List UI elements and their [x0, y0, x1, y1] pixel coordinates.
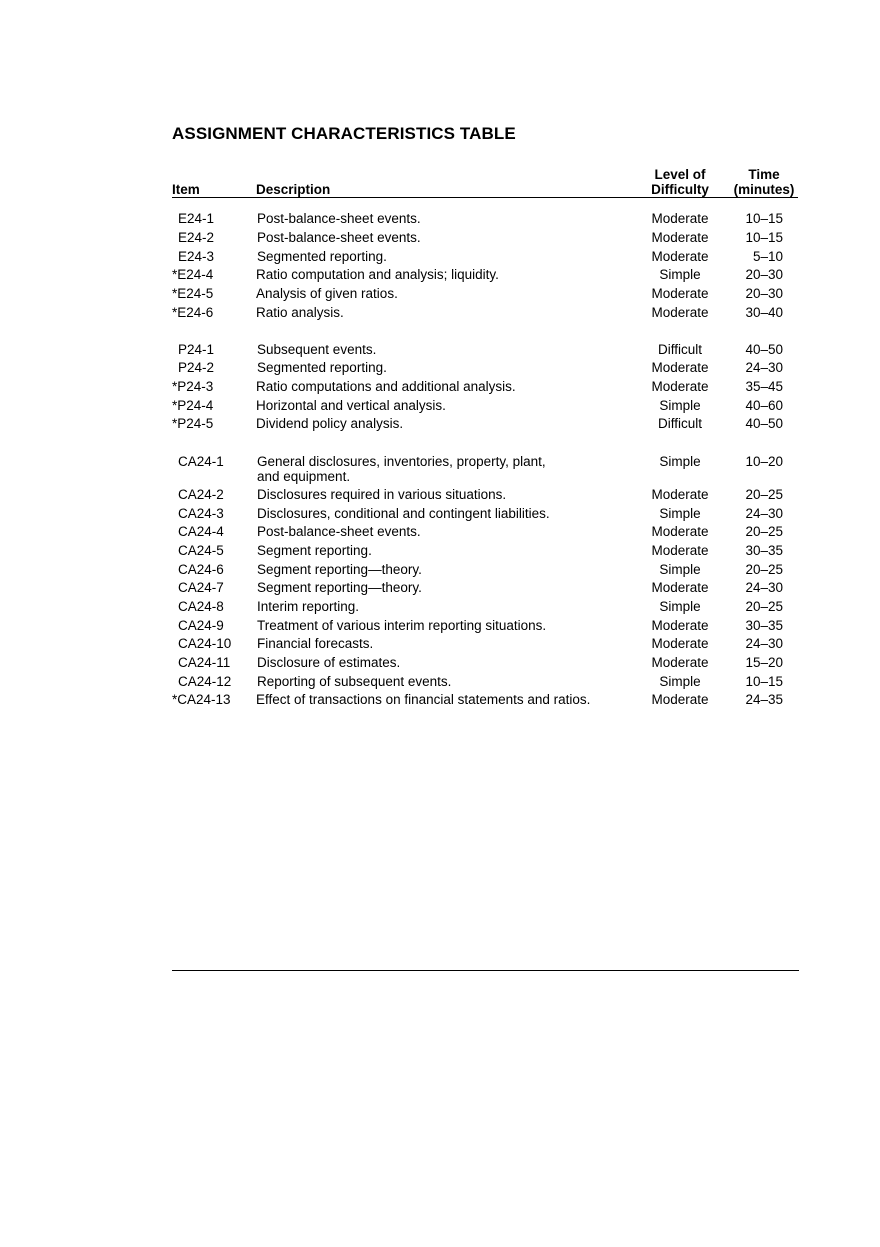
- description-line: Post-balance-sheet events.: [257, 230, 421, 245]
- description-line: Post-balance-sheet events.: [257, 524, 421, 539]
- description-line: Ratio analysis.: [256, 305, 344, 320]
- item-cell: CA24-7: [178, 580, 224, 595]
- item-cell: *CA24-13: [172, 692, 231, 707]
- item-cell: CA24-10: [178, 636, 232, 651]
- item-cell: CA24-5: [178, 543, 224, 558]
- difficulty-cell: Simple: [659, 506, 701, 521]
- difficulty-cell: Moderate: [651, 692, 709, 707]
- description-cell: [257, 488, 637, 503]
- description-line: Treatment of various interim reporting situations.: [257, 618, 547, 633]
- description-cell: [256, 306, 636, 321]
- description-cell: [257, 600, 637, 615]
- description-cell: [257, 212, 637, 227]
- difficulty-cell: Moderate: [651, 524, 709, 539]
- description-cell: [256, 287, 636, 302]
- description-line: Post-balance-sheet events.: [257, 211, 421, 226]
- time-column-header: [726, 167, 802, 197]
- description-line: Disclosure of estimates.: [257, 655, 401, 670]
- time-cell: 10–15: [745, 211, 783, 226]
- difficulty-cell: Moderate: [651, 655, 709, 670]
- item-column-header: Item: [172, 182, 200, 197]
- difficulty-column-header: [640, 167, 720, 197]
- description-line: Horizontal and vertical analysis.: [256, 398, 446, 413]
- difficulty-cell: Simple: [659, 562, 701, 577]
- time-cell: 40–50: [745, 416, 783, 431]
- description-cell: [257, 455, 637, 484]
- description-line: Subsequent events.: [257, 342, 377, 357]
- description-line: Disclosures, conditional and contingent liabilities.: [257, 506, 550, 521]
- time-cell: 20–25: [745, 524, 783, 539]
- difficulty-cell: Moderate: [651, 618, 709, 633]
- difficulty-cell: Moderate: [651, 286, 709, 301]
- time-cell: 35–45: [745, 379, 783, 394]
- difficulty-cell: Moderate: [651, 305, 709, 320]
- item-cell: *E24-5: [172, 286, 214, 301]
- time-cell: 10–15: [745, 230, 783, 245]
- time-header-line1: Time: [748, 167, 780, 182]
- difficulty-cell: Simple: [659, 398, 701, 413]
- difficulty-cell: Moderate: [651, 487, 709, 502]
- description-cell: [257, 250, 637, 265]
- description-line: Effect of transactions on financial statements and ratios.: [256, 692, 591, 707]
- time-cell: 5–10: [752, 249, 783, 264]
- difficulty-cell: Simple: [659, 674, 701, 689]
- description-line: Segmented reporting.: [257, 249, 387, 264]
- time-cell: 10–20: [745, 454, 783, 469]
- description-cell: [256, 380, 636, 395]
- description-cell: [257, 525, 637, 540]
- description-cell: [257, 507, 637, 522]
- difficulty-cell: Moderate: [651, 543, 709, 558]
- item-cell: *P24-3: [172, 379, 214, 394]
- item-cell: P24-1: [178, 342, 215, 357]
- time-cell: 20–30: [745, 267, 783, 282]
- item-cell: *E24-6: [172, 305, 214, 320]
- time-cell: 24–30: [745, 580, 783, 595]
- item-cell: CA24-1: [178, 454, 224, 469]
- description-cell: [257, 231, 637, 246]
- difficulty-cell: Moderate: [651, 249, 709, 264]
- item-cell: E24-2: [178, 230, 215, 245]
- item-cell: CA24-11: [178, 655, 231, 670]
- description-cell: [257, 675, 637, 690]
- page-title: ASSIGNMENT CHARACTERISTICS TABLE: [172, 124, 516, 143]
- description-line: Ratio computation and analysis; liquidity.: [256, 267, 499, 282]
- item-cell: *P24-5: [172, 416, 214, 431]
- item-cell: CA24-6: [178, 562, 224, 577]
- description-cell: [257, 343, 637, 358]
- description-line: Reporting of subsequent events.: [257, 674, 452, 689]
- item-cell: CA24-8: [178, 599, 224, 614]
- description-column-header: Description: [256, 182, 331, 197]
- time-cell: 24–35: [745, 692, 783, 707]
- time-cell: 30–35: [745, 543, 783, 558]
- item-cell: E24-1: [178, 211, 215, 226]
- difficulty-cell: Simple: [659, 267, 701, 282]
- difficulty-header-line1: Level of: [654, 167, 706, 182]
- difficulty-cell: Moderate: [651, 230, 709, 245]
- description-line: Segment reporting—theory.: [257, 562, 422, 577]
- description-cell: [257, 581, 637, 596]
- description-cell: [257, 637, 637, 652]
- header-rule: [172, 197, 798, 198]
- item-cell: CA24-9: [178, 618, 224, 633]
- description-cell: [256, 417, 636, 432]
- footer-rule: [172, 970, 799, 971]
- description-line: and equipment.: [257, 468, 351, 484]
- item-cell: CA24-3: [178, 506, 224, 521]
- description-line: Segmented reporting.: [257, 360, 387, 375]
- time-header-line2: (minutes): [733, 182, 795, 197]
- description-cell: [257, 361, 637, 376]
- time-cell: 40–60: [745, 398, 783, 413]
- item-cell: E24-3: [178, 249, 215, 264]
- difficulty-cell: Simple: [659, 599, 701, 614]
- item-cell: P24-2: [178, 360, 215, 375]
- description-line: Disclosures required in various situations.: [257, 487, 507, 502]
- difficulty-cell: Moderate: [651, 636, 709, 651]
- time-cell: 20–25: [745, 599, 783, 614]
- description-cell: [257, 563, 637, 578]
- description-line: General disclosures, inventories, property, plant,: [257, 454, 546, 469]
- time-cell: 24–30: [745, 636, 783, 651]
- time-cell: 20–30: [745, 286, 783, 301]
- time-cell: 30–35: [745, 618, 783, 633]
- difficulty-cell: Simple: [659, 454, 701, 469]
- description-cell: [257, 656, 637, 671]
- item-cell: CA24-2: [178, 487, 224, 502]
- time-cell: 15–20: [745, 655, 783, 670]
- time-cell: 10–15: [745, 674, 783, 689]
- difficulty-cell: Moderate: [651, 379, 709, 394]
- item-cell: *P24-4: [172, 398, 214, 413]
- description-line: Financial forecasts.: [257, 636, 374, 651]
- time-cell: 20–25: [745, 487, 783, 502]
- description-line: Dividend policy analysis.: [256, 416, 404, 431]
- description-line: Ratio computations and additional analysis.: [256, 379, 516, 394]
- item-cell: *E24-4: [172, 267, 214, 282]
- time-cell: 40–50: [745, 342, 783, 357]
- item-cell: CA24-12: [178, 674, 232, 689]
- item-cell: CA24-4: [178, 524, 224, 539]
- description-cell: [256, 399, 636, 414]
- description-line: Segment reporting—theory.: [257, 580, 422, 595]
- description-cell: [257, 619, 637, 634]
- time-cell: 20–25: [745, 562, 783, 577]
- time-cell: 24–30: [745, 360, 783, 375]
- description-cell: [257, 544, 637, 559]
- difficulty-header-line2: Difficulty: [651, 182, 709, 197]
- description-line: Interim reporting.: [257, 599, 360, 614]
- description-line: Analysis of given ratios.: [256, 286, 398, 301]
- difficulty-cell: Difficult: [657, 416, 702, 431]
- time-cell: 30–40: [745, 305, 783, 320]
- difficulty-cell: Moderate: [651, 580, 709, 595]
- time-cell: 24–30: [745, 506, 783, 521]
- difficulty-cell: Moderate: [651, 360, 709, 375]
- difficulty-cell: Moderate: [651, 211, 709, 226]
- description-line: Segment reporting.: [257, 543, 372, 558]
- description-cell: [256, 268, 636, 283]
- difficulty-cell: Difficult: [657, 342, 702, 357]
- description-cell: [256, 693, 636, 708]
